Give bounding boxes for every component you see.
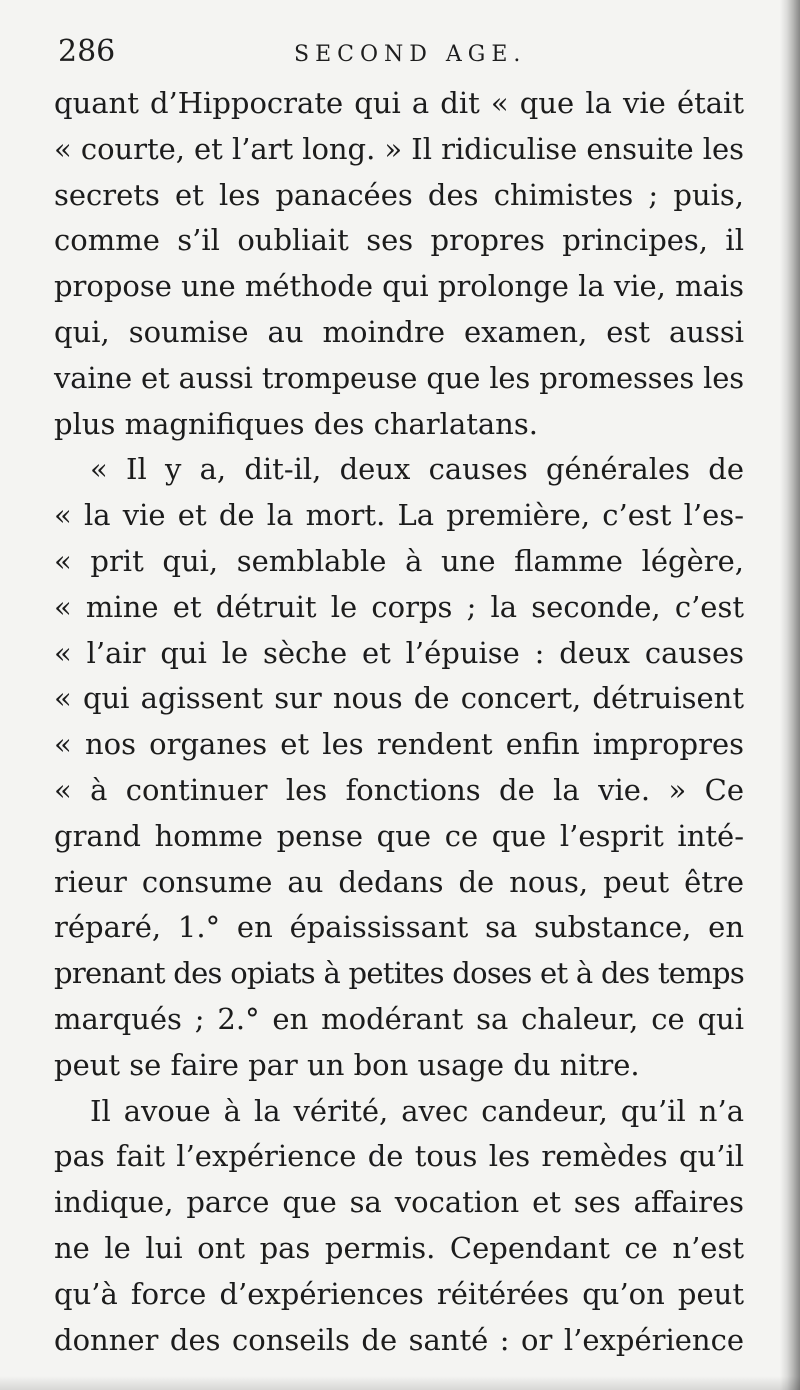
text-line: plus magnifiques des charlatans. (54, 406, 538, 441)
text-line: rieur consume au dedans de nous, peut être (54, 864, 744, 899)
body-text (54, 80, 754, 1362)
text-line: Il avoue à la vérité, avec candeur, qu’il n’a (90, 1093, 744, 1128)
text-line: donner des conseils de santé : or l’expérience (54, 1322, 744, 1357)
text-line: « Il y a, dit-il, deux causes générales de (90, 452, 744, 487)
text-line: « mine et détruit le corps ; la seconde, c’est (54, 589, 744, 624)
text-line: prenant des opiats à petites doses et à des temps (54, 956, 744, 991)
page-number: 286 (58, 34, 116, 69)
text-line: indique, parce que sa vocation et ses affaires (54, 1185, 744, 1220)
text-line: « qui agissent sur nous de concert, détruisent (54, 681, 744, 716)
text-line: grand homme pense que ce que l’esprit inté- (54, 818, 744, 853)
text-line: qui, soumise au moindre examen, est aussi (54, 314, 744, 349)
text-line: « l’air qui le sèche et l’épuise : deux causes (54, 635, 744, 670)
text-line: « à continuer les fonctions de la vie. » Ce (54, 772, 744, 807)
text-line: marqués ; 2.° en modérant sa chaleur, ce qui (54, 1001, 744, 1036)
text-line: « prit qui, semblable à une flamme légère, (54, 543, 744, 578)
text-line: ne le lui ont pas permis. Cependant ce n’est (54, 1230, 744, 1265)
running-head: SECOND AGE. (294, 42, 527, 67)
text-line: qu’à force d’expériences réitérées qu’on peut (54, 1276, 744, 1311)
text-line: secrets et les panacées des chimistes ; puis, (54, 177, 744, 212)
text-line: propose une méthode qui prolonge la vie, mais (54, 269, 745, 304)
text-line: comme s’il oubliait ses propres principes, il (54, 223, 744, 258)
text-line: « la vie et de la mort. La première, c’est l’es- (54, 498, 744, 533)
text-line: quant d’Hippocrate qui a dit « que la vie était (54, 86, 744, 120)
text-line: « nos organes et les rendent enfin impropres (54, 727, 744, 762)
text-line: vaine et aussi trompeuse que les promesses les (54, 360, 744, 395)
text-line: réparé, 1.° en épaississant sa substance, en (54, 910, 744, 945)
text-line: peut se faire par un bon usage du nitre. (54, 1047, 640, 1082)
page-edge-shadow (780, 0, 800, 1390)
page-bottom-shadow (0, 1376, 800, 1390)
text-line: « courte, et l’art long. » Il ridiculise ensuite les (54, 131, 744, 166)
text-line: pas fait l’expérience de tous les remèdes qu’il (54, 1139, 744, 1174)
page-header (58, 30, 758, 74)
